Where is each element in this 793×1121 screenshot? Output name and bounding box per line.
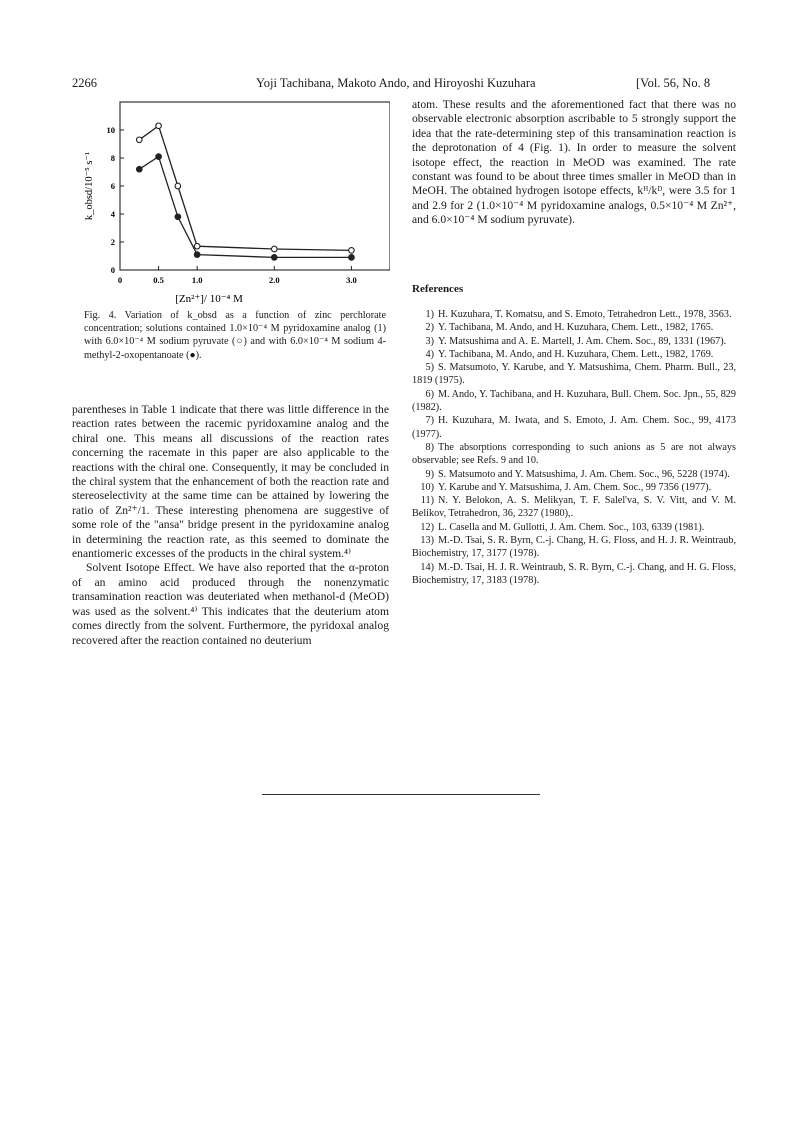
x-tick-label: 0.5 xyxy=(153,275,164,285)
reference-text: Y. Tachibana, M. Ando, and H. Kuzuhara, Chem. Lett., 1982, 1769. xyxy=(438,348,714,360)
reference-text: M. Ando, Y. Tachibana, and H. Kuzuhara, Bull. Chem. Soc. Jpn., 55, 829 (1982). xyxy=(412,388,736,414)
reference-item xyxy=(412,534,736,561)
figure-4-chart xyxy=(78,94,390,310)
reference-number: 12) xyxy=(420,521,434,533)
running-head-authors: Yoji Tachibana, Makoto Ando, and Hiroyoshi Kuzuhara xyxy=(256,76,536,90)
end-rule xyxy=(262,794,540,795)
series-line xyxy=(139,126,351,251)
reference-number: 11) xyxy=(420,495,434,507)
reference-number: 1) xyxy=(425,309,434,320)
x-tick-label: 3.0 xyxy=(346,275,357,285)
data-point-open xyxy=(156,123,162,129)
data-point-filled xyxy=(194,252,200,258)
reference-text: L. Casella and M. Gullotti, J. Am. Chem. Soc., 103, 6339 (1981). xyxy=(438,521,705,533)
data-point-filled xyxy=(271,255,277,261)
reference-number: 3) xyxy=(425,335,434,347)
data-point-filled xyxy=(175,214,181,220)
left-column-body xyxy=(72,403,389,648)
x-axis-label: [Zn²⁺]/ 10⁻⁴ M xyxy=(175,293,243,305)
data-point-open xyxy=(349,248,355,254)
data-point-filled xyxy=(156,154,162,160)
data-point-filled xyxy=(349,255,355,261)
data-point-open xyxy=(175,183,181,189)
reference-item xyxy=(412,494,736,521)
y-tick-label: 4 xyxy=(110,209,115,219)
reference-item xyxy=(412,481,736,494)
x-tick-label: 2.0 xyxy=(268,275,280,285)
y-tick-label: 2 xyxy=(110,237,115,247)
references-list xyxy=(412,308,736,587)
reference-number: 14) xyxy=(420,561,434,573)
reference-number: 4) xyxy=(425,348,434,360)
y-axis-label: k_obsd/10⁻⁵ s⁻¹ xyxy=(84,151,95,221)
reference-item xyxy=(412,308,736,321)
reference-item xyxy=(412,561,736,588)
body-paragraph: atom. These results and the aforementioned fact that there was no observable electronic absorption ascribable to 5 strongly support the idea that the rate-determining step of this transamination reaction is the deprotonation of 4 (Fig. 1). In order to measure the solvent isotope effect, the reaction in MeOD was examined. The rate constant was found to be about three times smaller in MeOD than in MeOH. The obtained hydrogen isotope effects, kᴴ/kᴰ, were 3.5 for 1 and 2.9 for 2 (1.0×10⁻⁴ M pyridoxamine analogs, 0.5×10⁻⁴ M Zn²⁺, and 6.0×10⁻⁴ M sodium pyruvate). xyxy=(412,98,736,227)
reference-number: 5) xyxy=(425,362,434,374)
data-point-open xyxy=(271,246,277,252)
reference-text: S. Matsumoto, Y. Karube, and Y. Matsushima, Chem. Pharm. Bull., 23, 1819 (1975). xyxy=(412,362,736,387)
reference-number: 2) xyxy=(425,322,434,334)
reference-number: 10) xyxy=(420,481,434,493)
reference-number: 7) xyxy=(425,415,434,427)
reference-item xyxy=(412,388,736,415)
body-paragraph: parentheses in Table 1 indicate that there was little difference in the reaction rates between the racemic pyridoxamine analog and the chiral one. This means all discussions of the reaction rates concerning the racemate in this paper are also applicable to the reactions with the chiral one. Consequently, it may be concluded in the chiral system that the enhancement of both the reaction rate and stereoselectivity at the same time can be attained by lowering the ratio of Zn²⁺/1. These interesting phenomena are suggestive of some role of the "ansa" bridge present in the pyridoxamine analog in determining the reaction rate, as this seemed to dominate the enantiomeric excesses of the products in the chiral system.⁴⁾ xyxy=(72,403,389,561)
page-number: 2266 xyxy=(72,76,97,90)
reference-number: 6) xyxy=(425,388,434,400)
reference-text: H. Kuzuhara, M. Iwata, and S. Emoto, J. Am. Chem. Soc., 99, 4173 (1977). xyxy=(412,415,736,440)
reference-item xyxy=(412,335,736,348)
reference-text: M.-D. Tsai, S. R. Byrn, C.-j. Chang, H. G. Floss, and H. J. R. Weintraub, Biochemistry, 17, 3177 (1978). xyxy=(412,535,736,560)
y-tick-label: 6 xyxy=(110,181,115,191)
reference-item xyxy=(412,468,736,481)
journal-volume: [Vol. 56, No. 8 xyxy=(636,76,711,90)
y-tick-label: 0 xyxy=(110,265,115,275)
data-point-open xyxy=(136,137,142,143)
x-tick-label: 0 xyxy=(117,275,123,285)
reference-number: 13) xyxy=(420,535,434,547)
reference-item xyxy=(412,348,736,361)
reference-item xyxy=(412,521,736,534)
reference-text: Y. Karube and Y. Matsushima, J. Am. Chem. Soc., 99 7356 (1977). xyxy=(438,481,712,493)
reference-item xyxy=(412,361,736,388)
data-point-filled xyxy=(136,166,142,172)
y-tick-label: 8 xyxy=(110,153,115,163)
reference-number: 8) xyxy=(425,441,434,453)
reference-item xyxy=(412,414,736,441)
series-line xyxy=(139,157,351,258)
data-point-open xyxy=(194,243,200,249)
reference-text: Y. Tachibana, M. Ando, and H. Kuzuhara, Chem. Lett., 1982, 1765. xyxy=(438,322,714,334)
reference-text: The absorptions corresponding to such anions as 5 are not always observable; see Refs. 9 and 10. xyxy=(412,441,736,467)
figure-caption xyxy=(84,309,386,362)
reference-text: H. Kuzuhara, T. Komatsu, and S. Emoto, Tetrahedron Lett., 1978, 3563. xyxy=(438,309,732,320)
reference-text: N. Y. Belokon, A. S. Melikyan, T. F. Salel'va, S. V. Vitt, and V. M. Belikov, Tetrahedron, 36, 2327 (1980),. xyxy=(412,495,736,520)
reference-text: S. Matsumoto and Y. Matsushima, J. Am. Chem. Soc., 96, 5228 (1974). xyxy=(438,468,730,480)
right-column-body xyxy=(412,98,736,228)
reference-text: Y. Matsushima and A. E. Martell, J. Am. Chem. Soc., 89, 1331 (1967). xyxy=(438,335,727,347)
reference-number: 9) xyxy=(425,468,434,480)
caption-label: Fig. 4. xyxy=(84,310,117,321)
y-tick-label: 10 xyxy=(106,125,115,135)
references-heading: References xyxy=(412,283,464,295)
body-paragraph: Solvent Isotope Effect. We have also reported that the α-proton of an amino acid produced through the nonenzymatic transamination reaction was deuteriated when methanol-d (MeOD) was used as the solvent.⁴⁾ This indicates that the deuterium atom comes directly from the solvent. Furthermore, the pyridoxal analog recovered after the reaction contained no deuterium xyxy=(72,561,389,647)
reference-item xyxy=(412,441,736,468)
x-tick-label: 1.0 xyxy=(191,275,203,285)
caption-text: Variation of k_obsd as a function of zinc perchlorate concentration; solutions contained 1.0×10⁻⁴ M pyridoxamine analog (1) with 6.0×10⁻⁴ M sodium pyruvate (○) and with 6.0×10⁻⁴ M sodium 4-methyl-2-oxopentanoate (●). xyxy=(84,310,386,361)
reference-item xyxy=(412,321,736,334)
reference-text: M.-D. Tsai, H. J. R. Weintraub, S. R. Byrn, C.-j. Chang, and H. G. Floss, Biochemistry, 17, 3183 (1978). xyxy=(412,561,736,586)
